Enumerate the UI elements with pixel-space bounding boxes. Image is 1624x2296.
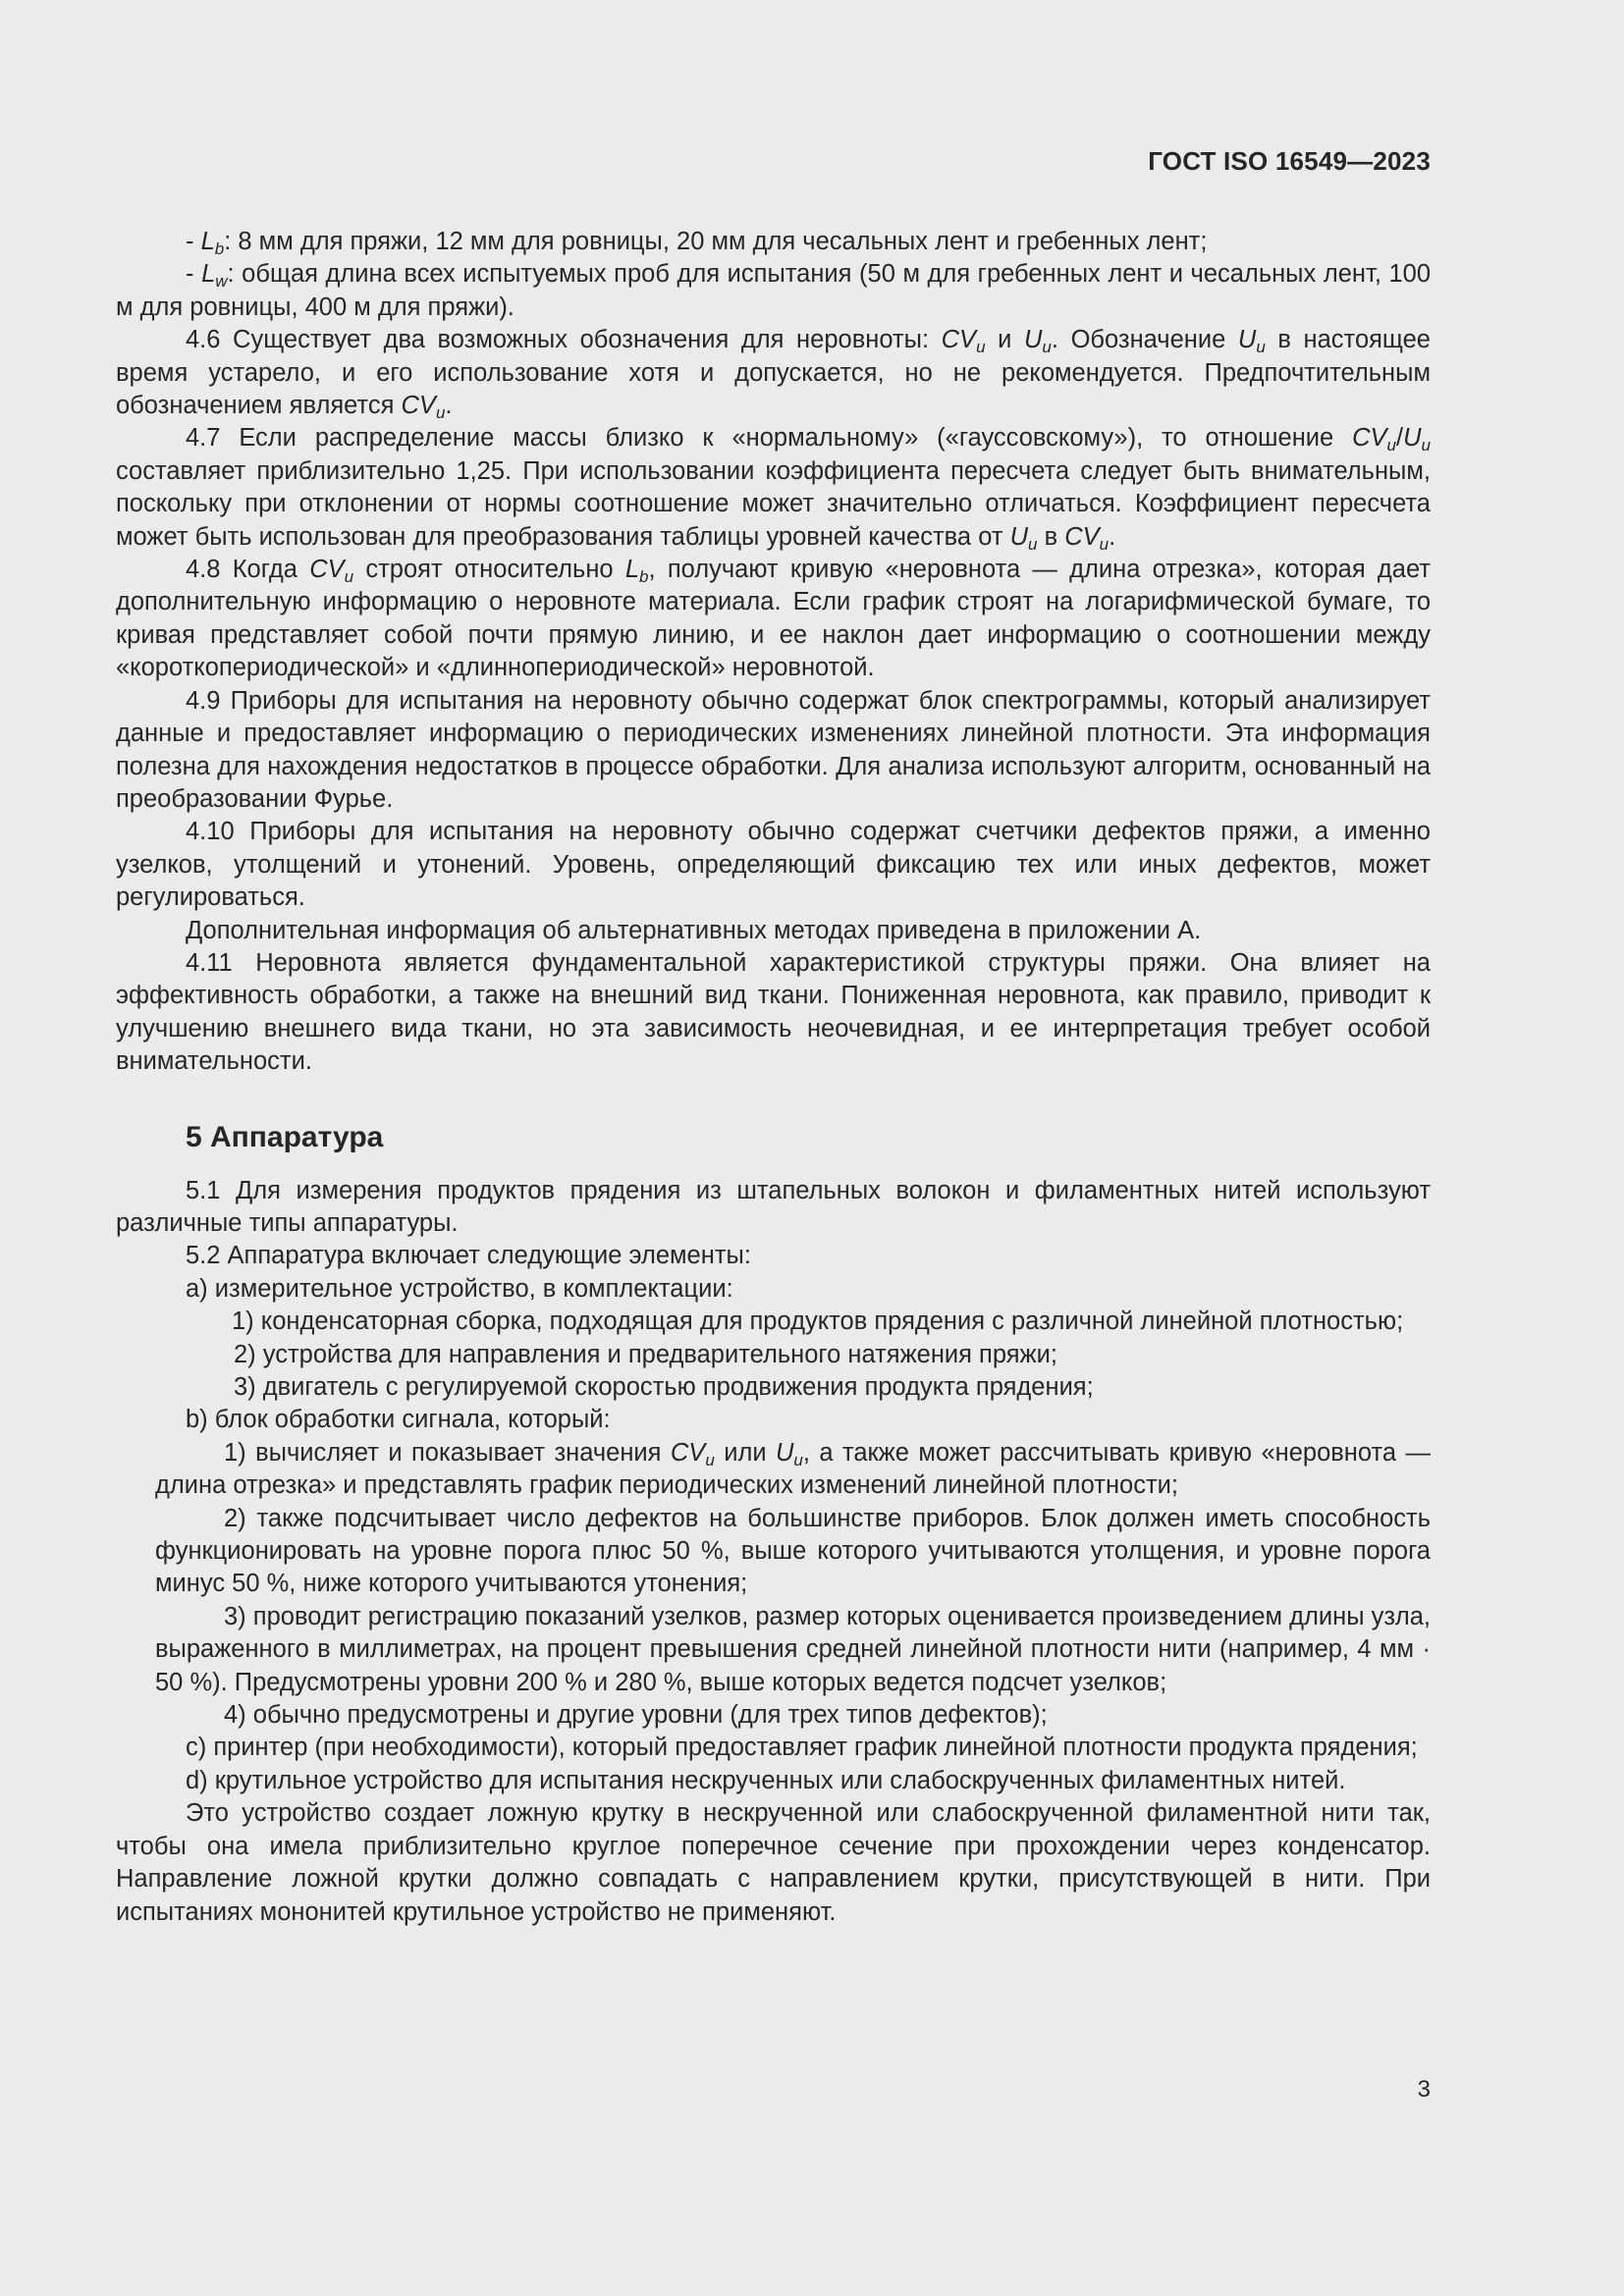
item-a-2: 2) устройства для направления и предварительного натяжения пряжи;	[234, 1340, 1057, 1368]
item-d: d) крутильное устройство для испытания нескрученных или слабоскрученных филаментных нитей.	[186, 1766, 1346, 1794]
clause-4-6: 4.6 Существует два возможных обозначения для неровноты: $CV_u$ и $U_u$. Обозначение $U_u$ в настоящее время устарело, и его использование хотя и допускается, но не рекомендуется. Предпочтительным обозначением является $CV_u$.	[116, 326, 1431, 423]
item-b-1: 1) вычисляет и показывает значения $CV_u$ или $U_u$, а также может рассчитывать кривую «неровнота — длина отрезка» и представлять график периодических изменений линейной плотности;	[155, 1438, 1431, 1500]
page-number: 3	[1417, 2076, 1431, 2103]
paragraph-lw: - $L_w$: общая длина всех испытуемых проб для испытания (50 м для гребенных лент и чесальных лент, 100 м для ровницы, 400 м для пряжи).	[116, 260, 1432, 321]
item-a-3: 3) двигатель с регулируемой скоростью продвижения продукта прядения;	[234, 1373, 1094, 1401]
item-a: a) измерительное устройство, в комплектации:	[186, 1274, 733, 1303]
clause-5-1: 5.1 Для измерения продуктов прядения из штапельных волокон и филаментных нитей используют различные типы аппаратуры.	[116, 1176, 1431, 1237]
item-c: c) принтер (при необходимости), который предоставляет график линейной плотности продукта прядения;	[186, 1734, 1418, 1762]
clause-4-10: 4.10 Приборы для испытания на неровноту обычно содержат счетчики дефектов пряжи, а именно узелков, утолщений и утонений. Уровень, определяющий фиксацию тех или иных дефектов, может регулироваться.	[116, 818, 1431, 912]
page-body	[116, 226, 1431, 1929]
paragraph-additional-info: Дополнительная информация об альтернативных методах приведена в приложении А.	[186, 916, 1202, 944]
paragraph-lb: - $L_b$: 8 мм для пряжи, 12 мм для ровницы, 20 мм для чесальных лент и гребенных лент;	[186, 228, 1208, 258]
item-b-4: 4) обычно предусмотрены и другие уровни (для трех типов дефектов);	[224, 1701, 1048, 1730]
item-b-2: 2) также подсчитывает число дефектов на большинстве приборов. Блок должен иметь способность функционировать на уровне порога плюс 50 %, выше которого учитываются утолщения, и уровне порога минус 50 %, ниже которого учитываются утонения;	[155, 1504, 1431, 1598]
document-header: ГОСТ ISO 16549—2023	[1148, 146, 1431, 176]
clause-4-11: 4.11 Неровнота является фундаментальной характеристикой структуры пряжи. Она влияет на эффективность обработки, а также на внешний вид ткани. Пониженная неровнота, как правило, приводит к улучшению внешнего вида ткани, но эта зависимость неочевидная, и ее интерпретация требует особой внимательности.	[116, 948, 1431, 1076]
clause-4-9: 4.9 Приборы для испытания на неровноту обычно содержат блок спектрограммы, который анализирует данные и предоставляет информацию о периодических изменениях линейной плотности. Эта информация полезна для нахождения недостатков в процессе обработки. Для анализа используют алгоритм, основанный на преобразовании Фурье.	[116, 686, 1431, 813]
item-b-3: 3) проводит регистрацию показаний узелков, размер которых оценивается произведением длины узла, выраженного в миллиметрах, на процент превышения средней линейной плотности нити (например, 4 мм · 50 %). Предусмотрены уровни 200 % и 280 %, выше которых ведется подсчет узелков;	[155, 1602, 1431, 1696]
clause-4-8: 4.8 Когда $CV_u$ строят относительно $L_b$, получают кривую «неровнота — длина отрезка», которая дает дополнительную информацию о неровноте материала. Если график строят на логарифмической бумаге, то кривая представляет собой почти прямую линию, и ее наклон дает информацию о соотношении между «короткопериодической» и «длиннопериодической» неровнотой.	[116, 556, 1431, 682]
clause-4-7: 4.7 Если распределение массы близко к «нормальному» («гауссовскому»), то отношение $CV_u/U_u$ составляет приблизительно 1,25. При использовании коэффициента пересчета следует быть внимательным, поскольку при отклонении от нормы соотношение может значительно отличаться. Коэффициент пересчета может быть использован для преобразования таблицы уровней качества от $U_u$ в $CV_u$.	[116, 424, 1431, 554]
clause-5-2: 5.2 Аппаратура включает следующие элементы:	[186, 1242, 751, 1270]
item-b: b) блок обработки сигнала, который:	[186, 1406, 611, 1434]
item-a-1: 1) конденсаторная сборка, подходящая для продуктов прядения с различной линейной плотностью;	[232, 1308, 1404, 1336]
paragraph-twist-device: Это устройство создает ложную крутку в нескрученной или слабоскрученной филаментной нити так, чтобы она имела приблизительно круглое поперечное сечение при прохождении через конденсатор. Направление ложной крутки должно совпадать с направлением крутки, присутствующей в нити. При испытаниях мононитей крутильное устройство не применяют.	[116, 1799, 1431, 1926]
section-5-title: 5 Аппаратура	[186, 1120, 384, 1153]
